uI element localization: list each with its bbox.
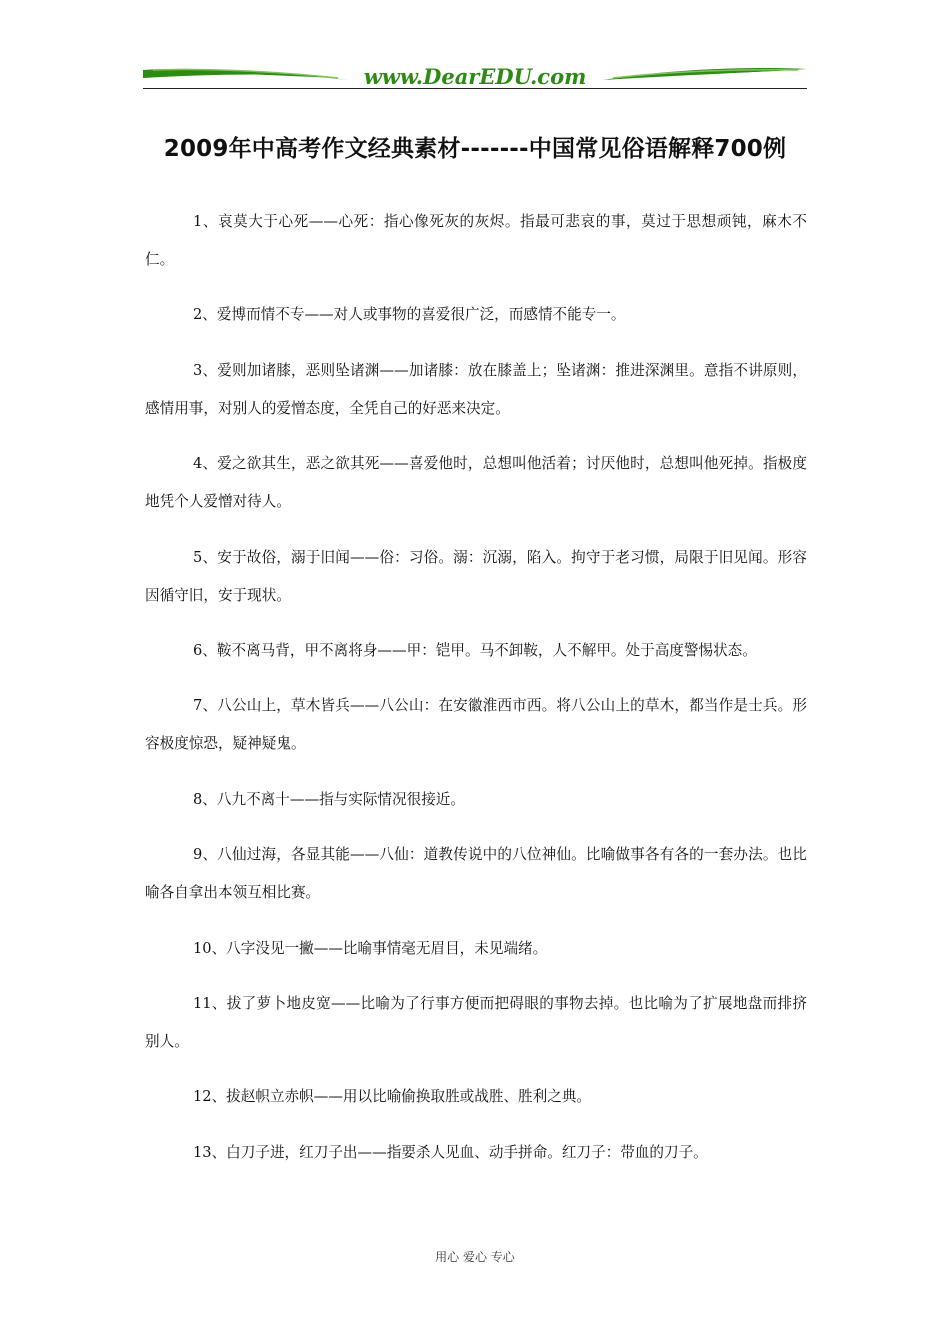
- site-logo-graphic: [143, 58, 807, 92]
- entry-list: [145, 203, 807, 1189]
- entry-12: 12、拔赵帜立赤帜——用以比喻偷换取胜或战胜、胜利之典。: [193, 1088, 592, 1106]
- site-header-logo: [143, 58, 807, 92]
- entry-2: 2、爱博而情不专——对人或事物的喜爱很广泛，而感情不能专一。: [193, 306, 626, 324]
- entry-3: 3、爱则加诸膝，恶则坠诸渊——加诸膝：放在膝盖上；坠诸渊：推进深渊里。意指不讲原则，感情用事，对别人的爱憎态度，全凭自己的好恶来决定。: [145, 361, 807, 417]
- entry-5: 5、安于故俗，溺于旧闻——俗：习俗。溺：沉溺，陷入。拘守于老习惯，局限于旧见闻。形容因循守旧，安于现状。: [145, 548, 807, 604]
- document-title: 2009年中高考作文经典素材-------中国常见俗语解释700例: [163, 136, 787, 162]
- site-name-text: www.DearEDU.com: [363, 64, 587, 89]
- header-divider: [143, 88, 807, 89]
- entry-1: 1、哀莫大于心死——心死：指心像死灰的灰烬。指最可悲哀的事，莫过于思想顽钝，麻木不仁。: [145, 213, 807, 268]
- page-footer: 用心 爱心 专心: [435, 1250, 515, 1264]
- entry-11: 11、拔了萝卜地皮宽——比喻为了行事方便而把碍眼的事物去掉。也比喻为了扩展地盘而排挤别人。: [145, 994, 807, 1050]
- entry-9: 9、八仙过海，各显其能——八仙：道教传说中的八位神仙。比喻做事各有各的一套办法。也比喻各自拿出本领互相比赛。: [145, 846, 807, 902]
- entry-10: 10、八字没见一撇——比喻事情毫无眉目，未见端绪。: [193, 939, 548, 957]
- entry-13: 13、白刀子进，红刀子出——指要杀人见血、动手拼命。红刀子：带血的刀子。: [193, 1143, 708, 1161]
- entry-4: 4、爱之欲其生，恶之欲其死——喜爱他时，总想叫他活着；讨厌他时，总想叫他死掉。指极度地凭个人爱憎对待人。: [145, 455, 807, 511]
- entry-7: 7、八公山上，草木皆兵——八公山：在安徽淮西市西。将八公山上的草木，都当作是士兵。形容极度惊恐，疑神疑鬼。: [145, 697, 807, 753]
- entry-6: 6、鞍不离马背，甲不离将身——甲：铠甲。马不卸鞍，人不解甲。处于高度警惕状态。: [193, 641, 757, 659]
- entry-8: 8、八九不离十——指与实际情况很接近。: [193, 790, 465, 808]
- right-swoosh-highlight: [613, 70, 798, 78]
